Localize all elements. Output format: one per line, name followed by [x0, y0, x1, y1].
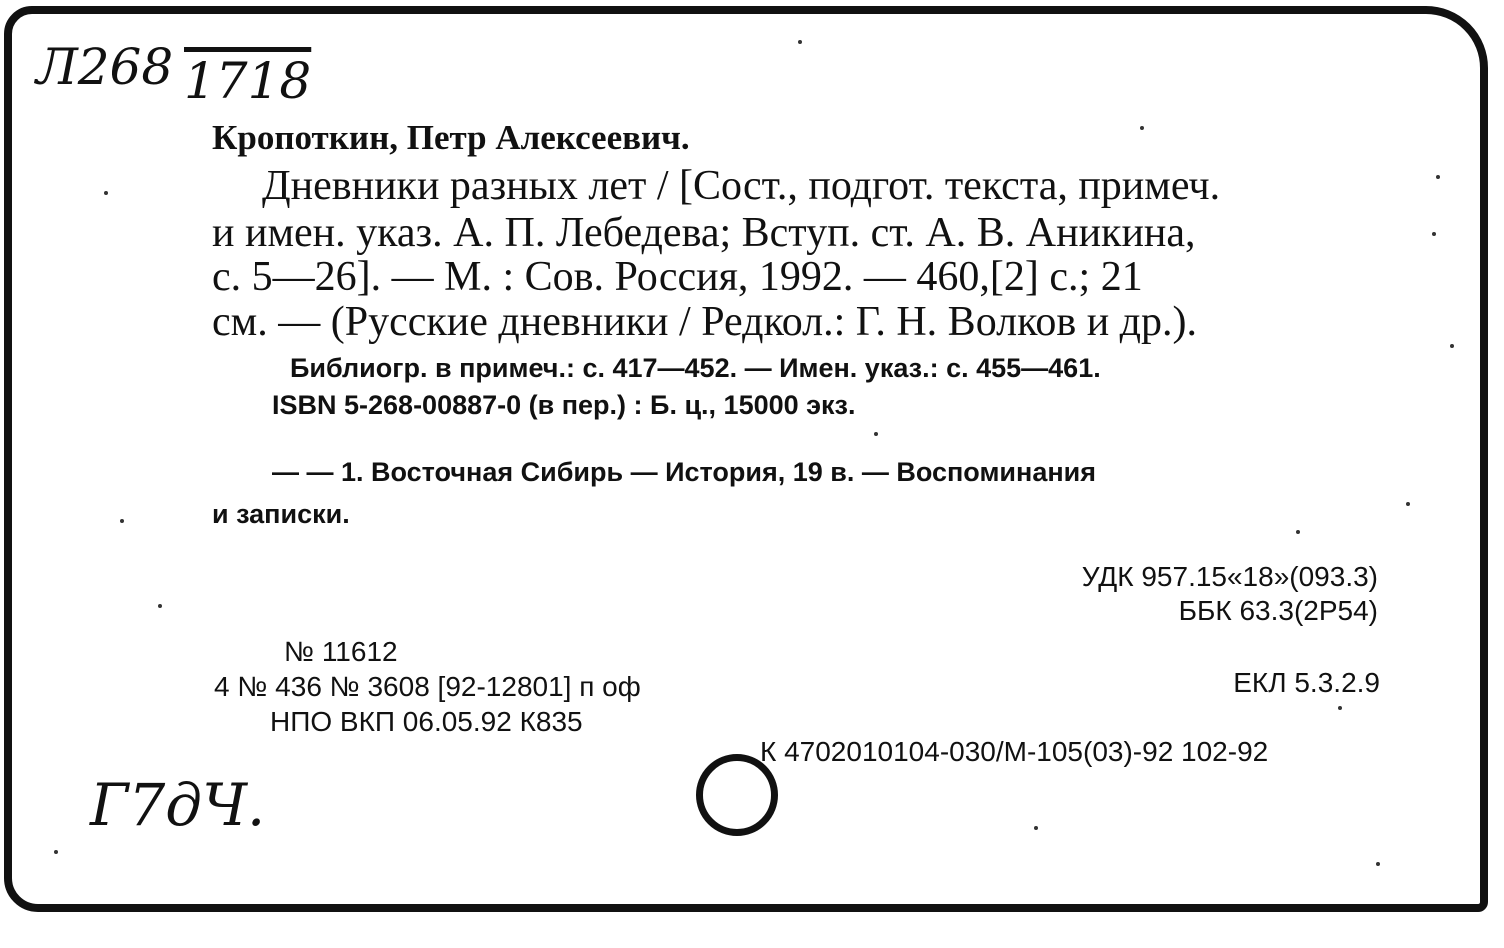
title-line-3: с. 5—26]. — М. : Сов. Россия, 1992. — 460,[2] с.; 21: [212, 254, 1143, 300]
speck: [1376, 862, 1380, 866]
speck: [54, 850, 58, 854]
speck: [1436, 175, 1440, 179]
subject-line-2: и записки.: [212, 499, 350, 529]
handwritten-number: 1718: [184, 52, 312, 110]
speck: [1450, 344, 1454, 348]
speck: [1034, 826, 1038, 830]
speck: [1406, 502, 1410, 506]
author-heading: Кропоткин, Петр Алексеевич.: [212, 118, 690, 157]
speck: [158, 604, 162, 608]
bbk-code: ББК 63.3(2Р54): [1178, 595, 1378, 626]
speck: [120, 519, 124, 523]
publisher-code: НПО ВКП 06.05.92 К835: [270, 706, 583, 737]
ekl-code: ЕКЛ 5.3.2.9: [1233, 667, 1380, 698]
speck: [1432, 232, 1436, 236]
udk-code: УДК 957.15«18»(093.3): [1081, 561, 1378, 592]
stamp-circle: [696, 754, 778, 836]
speck: [104, 191, 108, 195]
speck: [798, 40, 802, 44]
title-line-4: см. — (Русские дневники / Редкол.: Г. Н. Волков и др.).: [212, 299, 1198, 345]
speck: [1140, 126, 1144, 130]
handwritten-bottom-mark: Г7дЧ.: [90, 771, 266, 839]
order-number: № 11612: [284, 636, 398, 667]
speck: [1338, 706, 1342, 710]
title-line-2: и имен. указ. А. П. Лебедева; Вступ. ст. А. В. Аникина,: [212, 210, 1196, 256]
book-code: К 4702010104-030/М-105(03)-92 102-92: [760, 736, 1269, 767]
handwritten-shelfmark: Л268: [36, 38, 174, 96]
isbn-note: ISBN 5-268-00887-0 (в пер.) : Б. ц., 15000 экз.: [272, 390, 856, 420]
bibliography-note: Библиогр. в примеч.: с. 417—452. — Имен. указ.: с. 455—461.: [290, 353, 1101, 383]
speck: [874, 432, 878, 436]
speck: [1296, 530, 1300, 534]
print-info: 4 № 436 № 3608 [92-12801] п оф: [214, 671, 641, 702]
subject-line-1: — — 1. Восточная Сибирь — История, 19 в. — Воспоминания: [272, 457, 1097, 487]
title-line-1: Дневники разных лет / [Сост., подгот. текста, примеч.: [262, 163, 1221, 209]
